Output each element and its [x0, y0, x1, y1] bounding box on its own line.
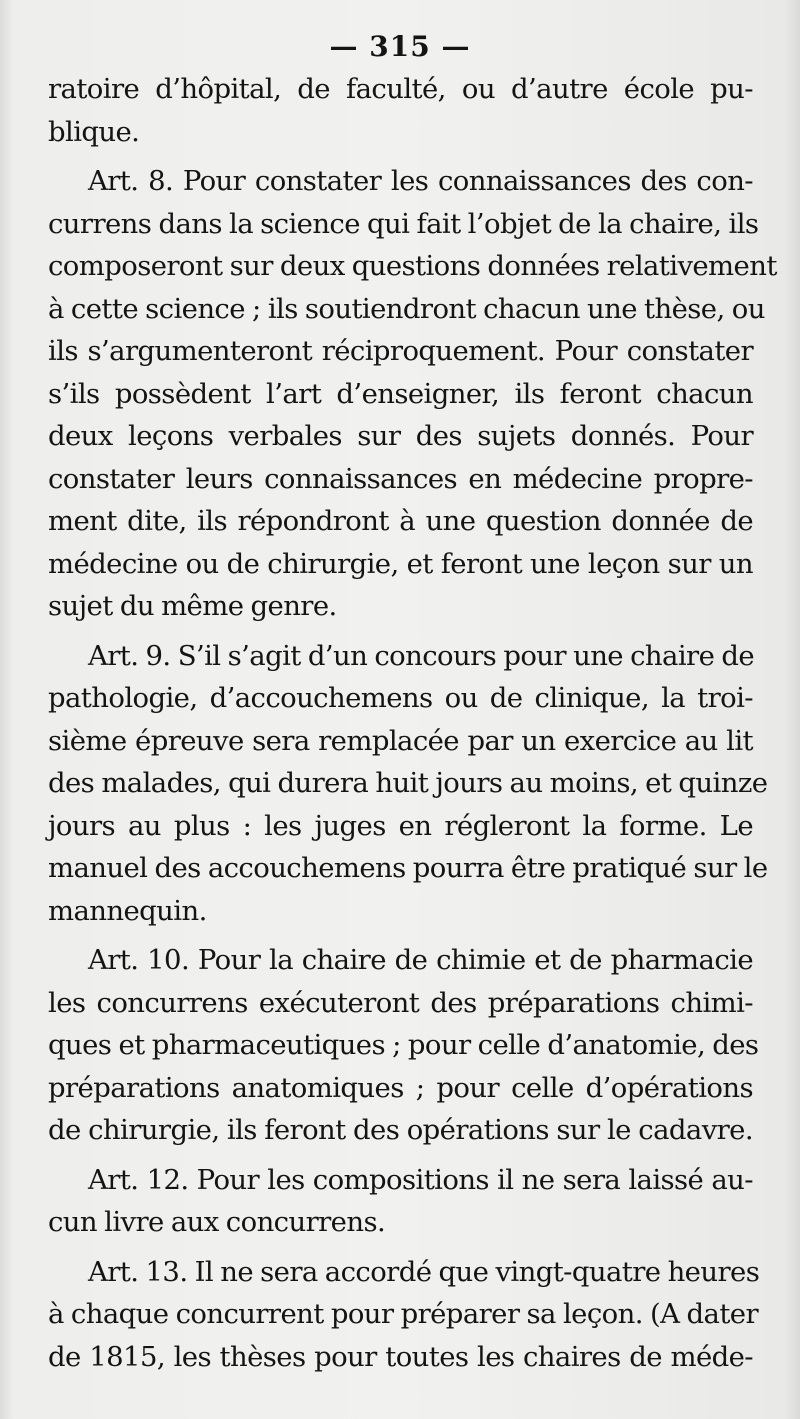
text-line: s’ils possèdent l’art d’enseigner, ils feront chacun: [48, 377, 753, 410]
text-line: sujet du même genre.: [48, 590, 337, 622]
text-line: composeront sur deux questions données relativement: [48, 250, 777, 282]
text-line: ils s’argumenteront réciproquement. Pour constater: [48, 335, 753, 367]
text-line: ratoire d’hôpital, de faculté, ou d’autre école pu-: [48, 73, 753, 105]
text-line: à chaque concurrent pour préparer sa leçon. (A dater: [48, 1298, 758, 1330]
text-line: cun livre aux concurrens.: [48, 1206, 386, 1238]
paragraph-gap: [48, 153, 753, 160]
text-line: à cette science ; ils soutiendront chacun une thèse, ou: [48, 292, 765, 325]
text-line: de 1815, les thèses pour toutes les chaires de méde-: [48, 1340, 753, 1373]
text-line: Art. 10. Pour la chaire de chimie et de pharmacie: [88, 944, 753, 976]
text-line: ques et pharmaceutiques ; pour celle d’anatomie, des: [48, 1029, 759, 1061]
text-line: Art. 9. S’il s’agit d’un concours pour une chaire de: [88, 639, 755, 672]
text-line: médecine ou de chirurgie, et feront une leçon sur un: [48, 547, 753, 580]
text-line: constater leurs connaissances en médecine propre-: [48, 462, 753, 495]
body-text: [48, 68, 777, 1378]
text-line: deux leçons verbales sur des sujets donnés. Pour: [48, 420, 753, 452]
paragraph-gap: [48, 932, 753, 939]
text-line: Art. 12. Pour les compositions il ne sera laissé au-: [88, 1163, 753, 1196]
text-line: Art. 8. Pour constater les connaissances des con-: [88, 165, 753, 197]
text-line: pathologie, d’accouchemens ou de clinique, la troi-: [48, 682, 753, 714]
page-number: — 315 —: [329, 30, 471, 63]
text-line: de chirurgie, ils feront des opérations sur le cadavre.: [48, 1114, 753, 1146]
text-line: des malades, qui durera huit jours au moins, et quinze: [48, 767, 768, 799]
text-line: ment dite, ils répondront à une question donnée de: [48, 505, 753, 537]
text-line: sième épreuve sera remplacée par un exercice au lit: [48, 724, 753, 757]
paragraph-gap: [48, 1152, 753, 1159]
text-line: manuel des accouchemens pourra être pratiqué sur le: [48, 852, 768, 884]
paragraph-gap: [48, 1244, 753, 1251]
text-line: mannequin.: [48, 894, 207, 927]
text-line: préparations anatomiques ; pour celle d’opérations: [48, 1071, 753, 1104]
text-line: Art. 13. Il ne sera accordé que vingt-quatre heures: [88, 1255, 760, 1288]
text-line: jours au plus : les juges en régleront la forme. Le: [48, 809, 753, 842]
text-line: blique.: [48, 115, 140, 148]
paragraph-gap: [48, 628, 753, 635]
text-line: currens dans la science qui fait l’objet de la chaire, ils: [48, 207, 759, 240]
text-line: les concurrens exécuteront des préparations chimi-: [48, 986, 753, 1019]
